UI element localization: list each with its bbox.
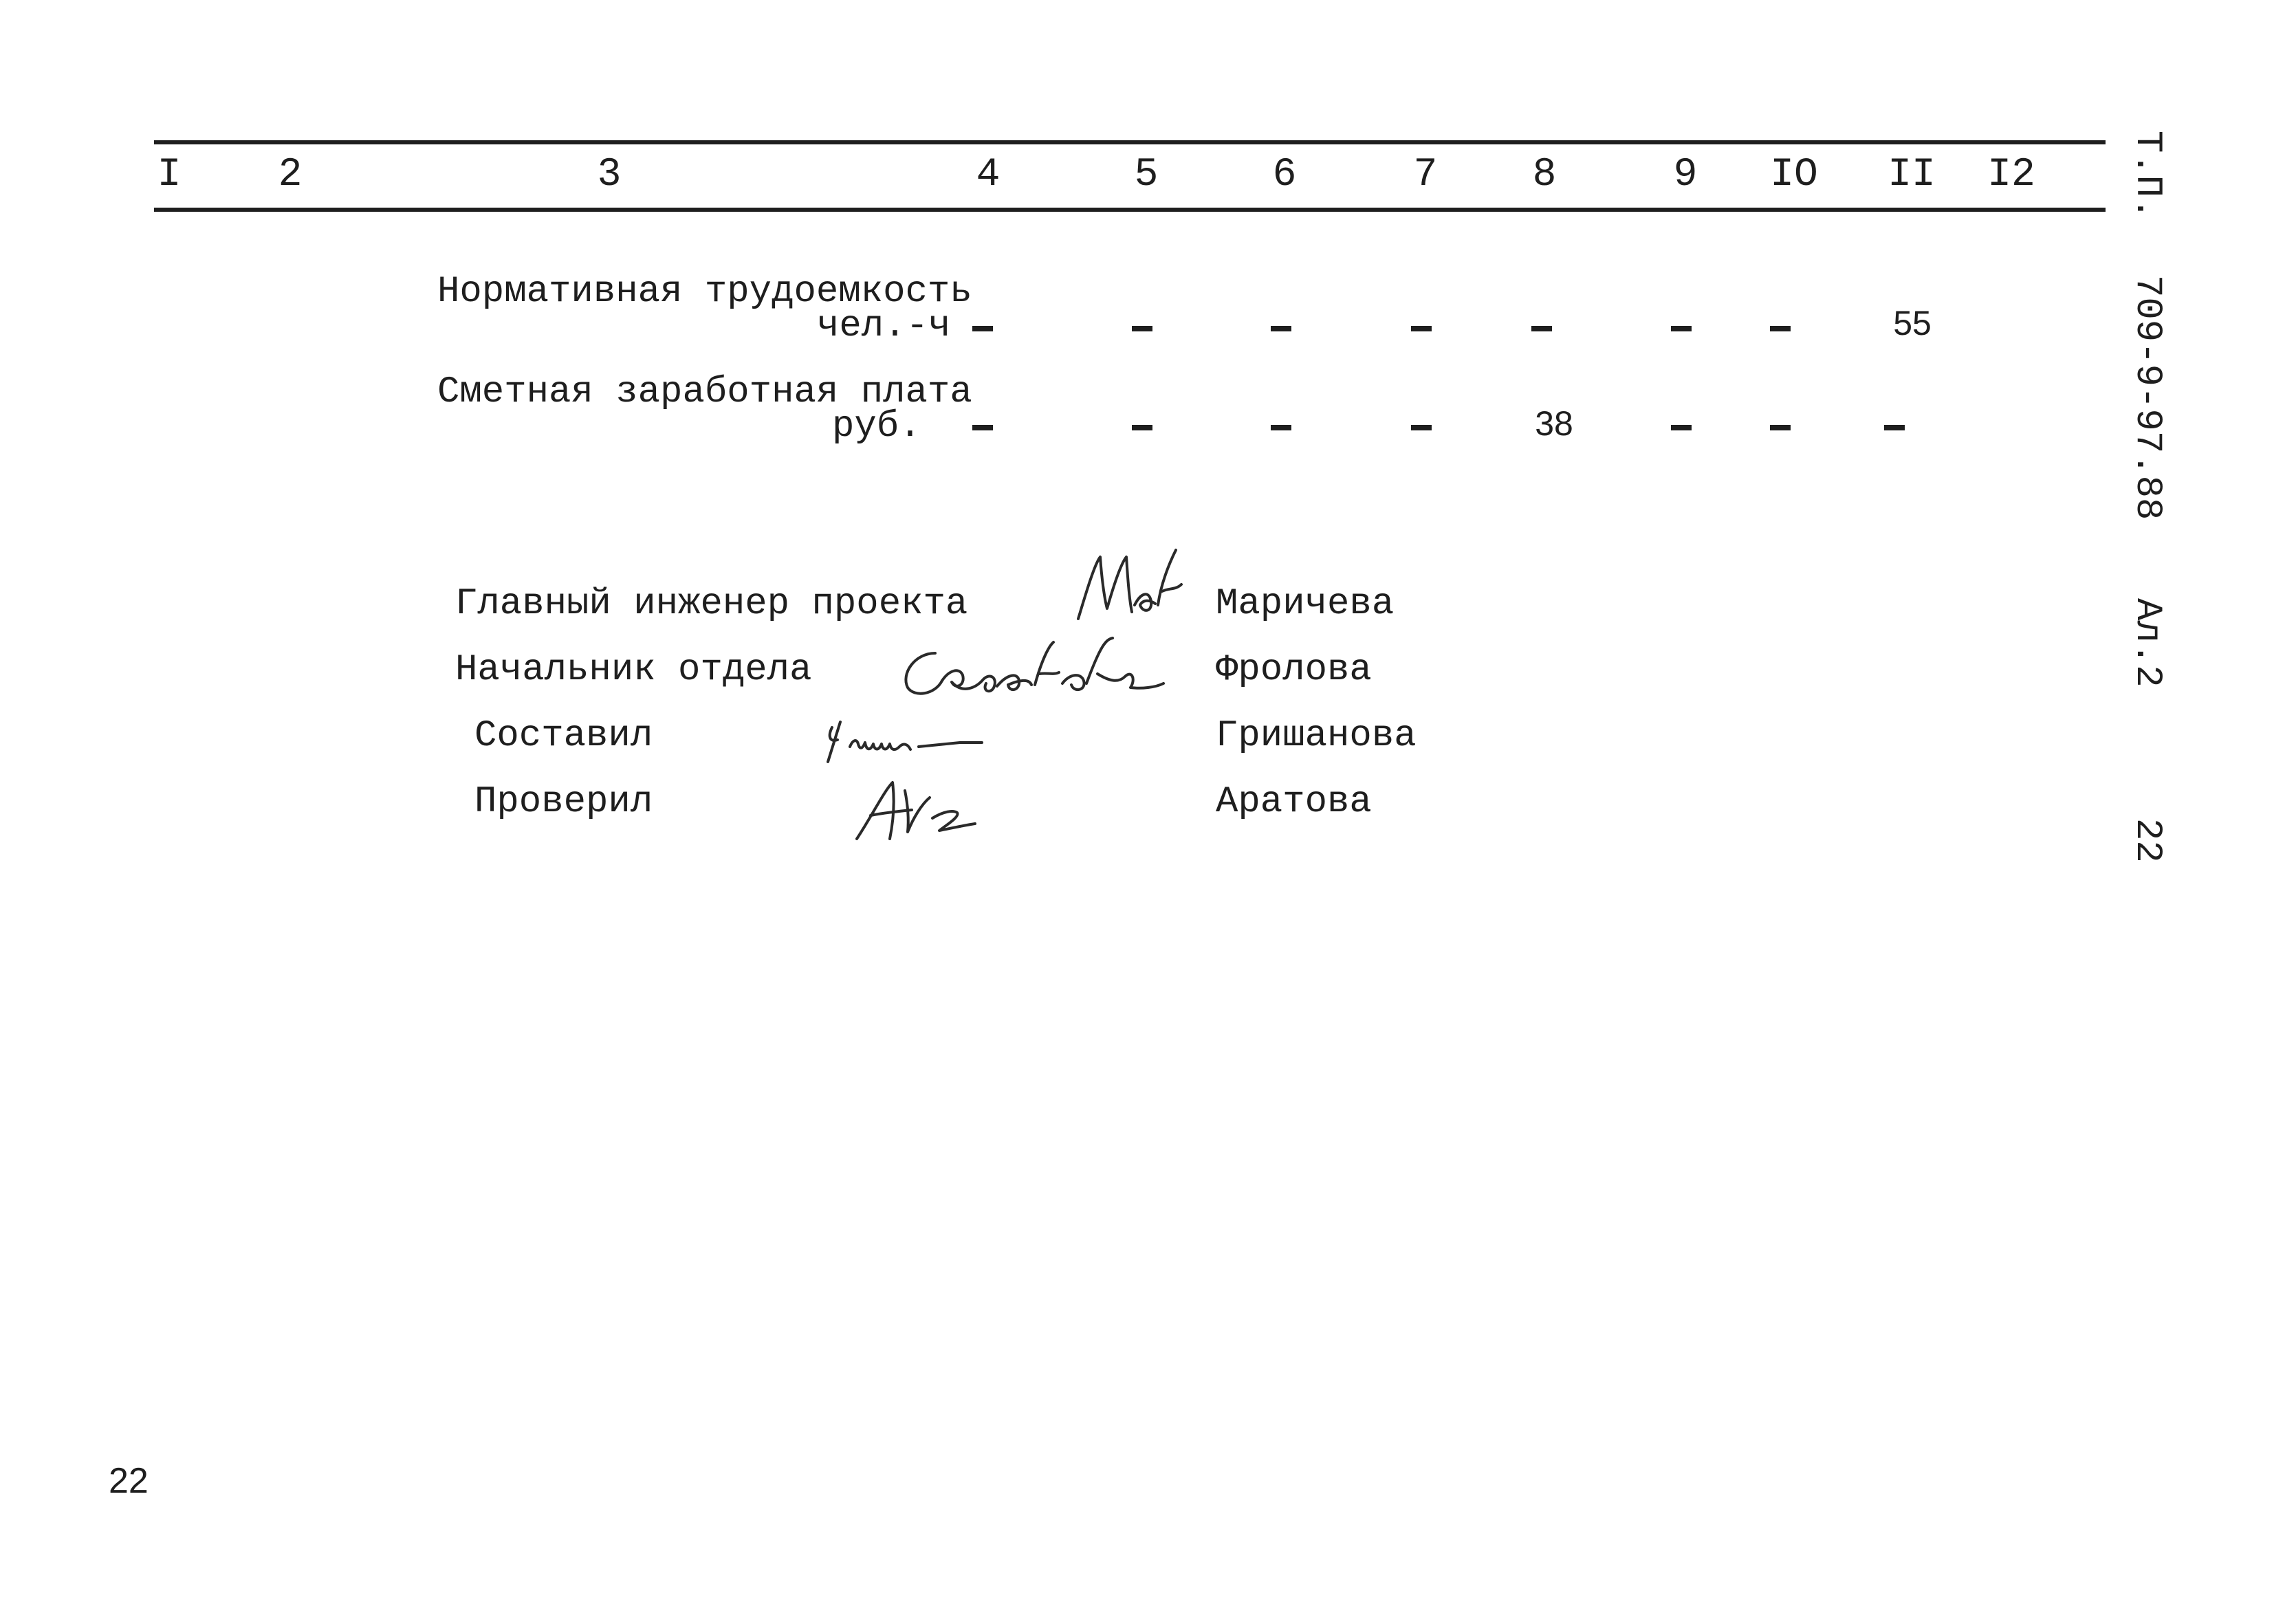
handwritten-signature-checked-by [850,777,987,846]
side-stamp-sheet: 22 [2126,818,2168,863]
handwritten-signature-compiled-by [822,719,1029,767]
cell-row1-col9-dash [1671,326,1692,331]
cell-row2-col10-dash [1770,425,1791,430]
cell-row2-col6-dash [1271,425,1291,430]
cell-row1-col6-dash [1271,326,1291,331]
column-header-10: IO [1770,153,1818,197]
cell-row2-col8-value: 38 [1535,404,1573,443]
column-header-7: 7 [1413,153,1438,197]
column-header-5: 5 [1134,153,1159,197]
column-header-4: 4 [976,153,1001,197]
signature-name-checked-by: Аратова [1216,781,1372,823]
side-stamp-series: Т.П. [2126,131,2168,220]
signature-name-chief-engineer: Маричева [1216,583,1395,625]
signature-role-chief-engineer: Главный инженер проекта [455,583,968,625]
handwritten-signature-chief-engineer [1066,536,1190,633]
column-header-8: 8 [1532,153,1557,197]
column-header-3: 3 [597,153,622,197]
column-header-9: 9 [1673,153,1698,197]
cell-row2-col7-dash [1411,425,1432,430]
column-header-11: II [1888,153,1936,197]
column-header-6: 6 [1272,153,1297,197]
signature-name-department-head: Фролова [1216,649,1372,691]
signature-role-checked-by: Проверил [474,781,653,823]
signature-name-compiled-by: Гришанова [1216,715,1417,757]
row-label-labor-intensity: Нормативная трудоемкость [437,271,972,313]
cell-row1-col11-value: 55 [1893,304,1932,342]
cell-row2-col5-dash [1132,425,1152,430]
footer-page-number: 22 [109,1461,149,1501]
cell-row2-col11-dash [1884,425,1905,430]
column-header-1: I [157,153,182,197]
signature-role-compiled-by: Составил [474,715,653,757]
cell-row1-col10-dash [1770,326,1791,331]
row-label-estimated-wages: Сметная заработная плата [437,371,972,413]
handwritten-signature-department-head [894,633,1169,708]
cell-row1-col4-dash [972,326,993,331]
row-unit-labor-intensity: чел.-ч [817,305,951,347]
row-unit-estimated-wages: руб. [832,406,921,448]
cell-row1-col8-dash [1531,326,1552,331]
column-header-12: I2 [1987,153,2035,197]
cell-row2-col4-dash [972,425,993,430]
cell-row1-col7-dash [1411,326,1432,331]
side-stamp-code: 709-9-97.88 [2126,275,2168,520]
cell-row2-col9-dash [1671,425,1692,430]
column-header-2: 2 [278,153,303,197]
table-header-top-rule [154,140,2106,144]
cell-row1-col5-dash [1132,326,1152,331]
signature-role-department-head: Начальник отдела [455,649,812,691]
side-stamp-album: Ал.2 [2126,598,2168,688]
table-header-bottom-rule [154,208,2106,212]
